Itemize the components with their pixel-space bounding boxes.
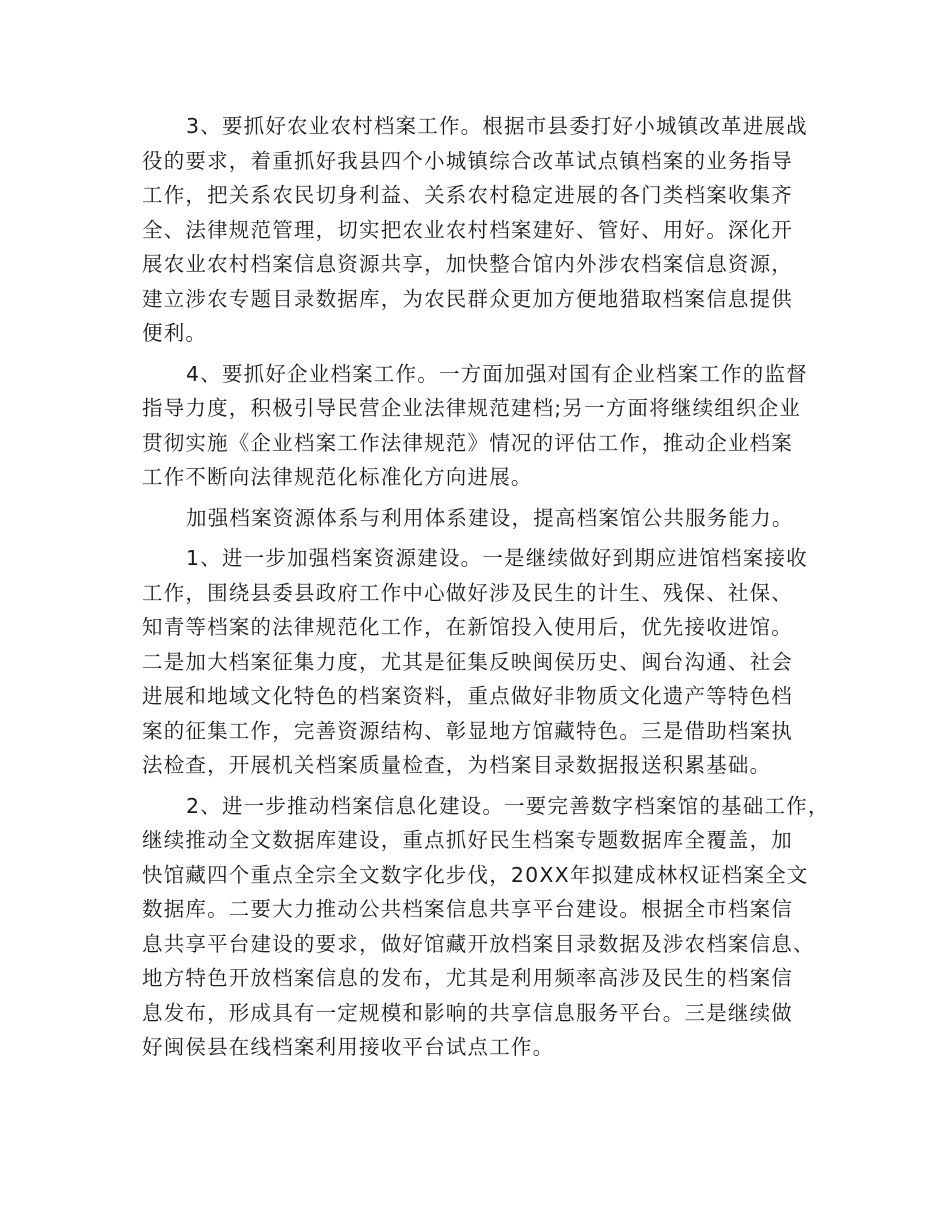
text-line: 好闽侯县在线档案利用接收平台试点工作。 [142,1035,555,1059]
text-line: 1、进一步加强档案资源建设。一是继续做好到期应进馆档案接收 [186,546,808,570]
text-line: 加强档案资源体系与利用体系建设，提高档案馆公共服务能力。 [186,505,794,530]
text-line: 展农业农村档案信息资源共享，加快整合馆内外涉农档案信息资源， [142,252,793,276]
document-body [142,109,830,1071]
text-line: 地方特色开放档案信息的发布，尤其是利用频率高涉及民生的档案信 [142,966,793,990]
paragraph-informatization [142,789,830,1065]
text-line: 快馆藏四个重点全宗全文数字化步伐，20XX年拟建成林权证档案全文 [142,862,809,887]
text-line: 法检查，开展机关档案质量检查，为档案目录数据报送积累基础。 [142,753,772,777]
text-line: 4、要抓好企业档案工作。一方面加强对国有企业档案工作的监督 [186,361,808,386]
text-line: 贯彻实施《企业档案工作法律规范》情况的评估工作，推动企业档案 [142,430,793,455]
paragraph-resource-construction [142,541,822,783]
text-line: 指导力度，积极引导民营企业法律规范建档;另一方面将继续组织企业 [142,396,802,420]
text-line: 二是加大档案征集力度，尤其是征集反映闽侯历史、闽台沟通、社会 [142,649,793,674]
text-line: 工作，把关系农民切身利益、关系农村稳定进展的各门类档案收集齐 [142,183,793,207]
text-line: 知青等档案的法律规范化工作，在新馆投入使用后，优先接收进馆。 [142,615,793,639]
text-line: 建立涉农专题目录数据库，为农民群众更加方便地猎取档案信息提供 [142,286,793,311]
text-line: 息发布，形成具有一定规模和影响的共享信息服务平台。三是继续做 [142,1000,793,1025]
text-line: 息共享平台建设的要求，做好馆藏开放档案目录数据及涉农档案信息、 [142,931,815,956]
text-line: 便利。 [142,321,208,345]
section-heading-resource-system [142,501,822,536]
text-line: 工作不断向法律规范化标准化方向进展。 [142,465,533,489]
text-line: 数据库。二要大力推动公共档案信息共享平台建设。根据全市档案信 [142,897,793,921]
text-line: 继续推动全文数据库建设，重点抓好民生档案专题数据库全覆盖，加 [142,828,793,852]
text-line: 工作，围绕县委县政府工作中心做好涉及民生的计生、残保、社保、 [142,580,793,605]
text-line: 案的征集工作，完善资源结构、彰显地方馆藏特色。三是借助档案执 [142,718,793,743]
text-line: 役的要求，着重抓好我县四个小城镇综合改革试点镇档案的业务指导 [142,148,793,173]
text-line: 进展和地域文化特色的档案资料，重点做好非物质文化遗产等特色档 [142,684,793,708]
paragraph-agriculture-archives [142,109,822,351]
text-line: 2、进一步推动档案信息化建设。一要完善数字档案馆的基础工作， [186,793,830,818]
text-line: 3、要抓好农业农村档案工作。根据市县委打好小城镇改革进展战 [186,114,808,138]
text-line: 全、法律规范管理，切实把农业农村档案建好、管好、用好。深化开 [142,217,793,242]
paragraph-enterprise-archives [142,357,822,495]
